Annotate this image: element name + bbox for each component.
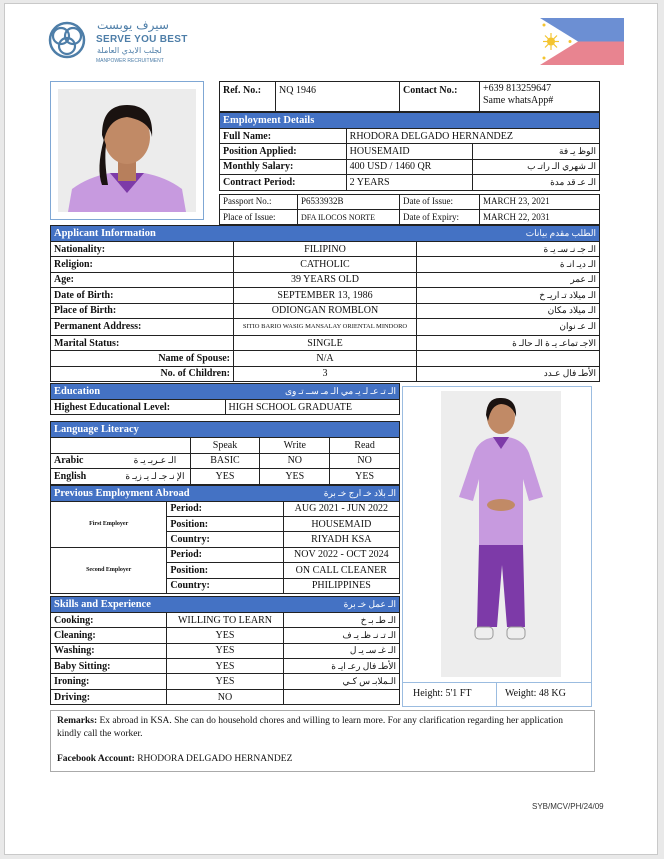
driving-label: Driving: — [51, 689, 167, 704]
first-employer-label: First Employer — [51, 501, 167, 547]
applicant-header: Applicant Information — [54, 228, 156, 239]
lang-english-speak: YES — [190, 469, 260, 484]
full-name-label: Full Name: — [220, 129, 347, 144]
logo-sub: MANPOWER RECRUITMENT — [96, 58, 164, 64]
country2-value: PHILIPPINES — [283, 578, 399, 593]
logo-knot-icon — [47, 20, 87, 60]
ref-value: NQ 1946 — [276, 82, 400, 112]
address-value: SITIO BARIO WASIG MANSALAY ORIENTAL MINDORO — [234, 318, 417, 335]
lang-english-label: English — [51, 469, 121, 484]
salary-value: 400 USD / 1460 QR — [346, 159, 473, 174]
position-label: Position Applied: — [220, 144, 347, 159]
driving-arabic — [283, 689, 399, 704]
birth-place-label: Place of Birth: — [51, 303, 234, 318]
spouse-arabic — [417, 351, 600, 366]
marital-value: SINGLE — [234, 335, 417, 350]
country1-label: Country: — [167, 532, 283, 547]
lang-arabic-read: NO — [330, 453, 400, 468]
previous-header: Previous Employment Abroad — [54, 487, 190, 499]
language-header: Language Literacy — [51, 422, 400, 438]
washing-value: YES — [167, 643, 283, 658]
age-arabic: الـ عمر — [417, 272, 600, 287]
period2-value: NOV 2022 - OCT 2024 — [283, 547, 399, 562]
issue-place-value: DFA ILOCOS NORTE — [298, 209, 400, 224]
issue-date-value: MARCH 23, 2021 — [480, 194, 600, 209]
skills-header: Skills and Experience — [54, 598, 151, 610]
remarks-text: Ex abroad in KSA. She can do household chores and willing to learn more. For any clarification regarding her application kindly call the worker. — [57, 716, 564, 739]
remarks-box — [50, 710, 595, 772]
lang-english-read: YES — [330, 469, 400, 484]
logo-arabic: سيرف يوبست — [97, 18, 169, 32]
education-value: HIGH SCHOOL GRADUATE — [225, 400, 400, 415]
children-label: No. of Children: — [51, 366, 234, 381]
document-code: SYB/MCV/PH/24/09 — [532, 802, 604, 811]
contact-number: +639 813259647 — [483, 83, 552, 94]
ironing-value: YES — [167, 674, 283, 689]
logo-name: SERVE YOU BEST — [96, 34, 188, 45]
nationality-arabic: الـ جـ نـ سـ يـ ة — [417, 242, 600, 257]
position-arabic: الوظ يـ فة — [473, 144, 600, 159]
age-label: Age: — [51, 272, 234, 287]
facebook-label: Facebook Account: — [57, 754, 135, 764]
col-write: Write — [260, 438, 330, 453]
birth-date-arabic: الـ ميلاد تـ اريـ خ — [417, 288, 600, 303]
cooking-value: WILLING TO LEARN — [167, 612, 283, 627]
company-logo — [47, 18, 227, 70]
washing-label: Washing: — [51, 643, 167, 658]
issue-date-label: Date of Issue: — [400, 194, 480, 209]
portrait-photo — [50, 81, 204, 220]
weight-label: Weight: 48 KG — [505, 688, 566, 699]
address-arabic: الـ عـ نوان — [417, 318, 600, 335]
skills-table — [50, 596, 400, 705]
religion-label: Religion: — [51, 257, 234, 272]
marital-arabic: الاجـ تماعـ يـ ة الـ حالـ ة — [417, 335, 600, 350]
contract-value: 2 YEARS — [346, 175, 473, 190]
education-table — [50, 383, 400, 415]
full-body-photo — [402, 386, 592, 707]
nationality-label: Nationality: — [51, 242, 234, 257]
lang-arabic-arabic: الـ عـربـ يـ ة — [120, 453, 190, 468]
position2-label: Position: — [167, 563, 283, 578]
remarks-label: Remarks: — [57, 716, 98, 726]
position-value: HOUSEMAID — [346, 144, 473, 159]
salary-label: Monthly Salary: — [220, 159, 347, 174]
education-label: Highest Educational Level: — [51, 400, 226, 415]
babysitting-label: Baby Sitting: — [51, 659, 167, 674]
ref-label: Ref. No.: — [220, 82, 276, 112]
previous-header-arabic: الـ بلاد خـ ارج خـ برة — [323, 487, 396, 498]
philippine-flag-icon — [540, 18, 624, 65]
position2-value: ON CALL CLEANER — [283, 563, 399, 578]
lang-arabic-label: Arabic — [51, 453, 121, 468]
washing-arabic: الـ غـ سـ يـ ل — [283, 643, 399, 658]
left-column — [50, 383, 400, 705]
period1-label: Period: — [167, 501, 283, 516]
driving-value: NO — [167, 689, 283, 704]
cooking-label: Cooking: — [51, 612, 167, 627]
height-label: Height: 5'1 FT — [403, 683, 497, 706]
birth-place-arabic: الـ ميلاد مكان — [417, 303, 600, 318]
ref-table — [219, 81, 600, 112]
ironing-label: Ironing: — [51, 674, 167, 689]
expiry-date-label: Date of Expiry: — [400, 209, 480, 224]
birth-date-value: SEPTEMBER 13, 1986 — [234, 288, 417, 303]
country2-label: Country: — [167, 578, 283, 593]
col-speak: Speak — [190, 438, 260, 453]
contact-note: Same whatsApp# — [483, 95, 554, 106]
address-label: Permanent Address: — [51, 318, 234, 335]
skills-header-arabic: الـ عمل خـ برة — [343, 598, 396, 609]
religion-value: CATHOLIC — [234, 257, 417, 272]
facebook-value: RHODORA DELGADO HERNANDEZ — [137, 754, 293, 764]
cooking-arabic: الـ طـ بـ خ — [283, 612, 399, 627]
applicant-information — [50, 225, 600, 382]
col-read: Read — [330, 438, 400, 453]
age-value: 39 YEARS OLD — [234, 272, 417, 287]
cleaning-value: YES — [167, 628, 283, 643]
employment-header: Employment Details — [220, 113, 600, 129]
employment-details — [219, 112, 600, 225]
logo-arabic-sub: لجلب الايدي العاملة — [97, 46, 162, 55]
birth-date-label: Date of Birth: — [51, 288, 234, 303]
country1-value: RIYADH KSA — [283, 532, 399, 547]
education-header-arabic: الـ تـ عـ لـ يـ مي الـ مـ ســ تـ وى — [284, 386, 396, 396]
lang-english-arabic: الإ نـ جـ لـ يـ زيـ ة — [120, 469, 190, 484]
period2-label: Period: — [167, 547, 283, 562]
religion-arabic: الـ ديـ انـ ة — [417, 257, 600, 272]
salary-arabic: الـ شهري الـ راتـ ب — [473, 159, 600, 174]
spouse-label: Name of Spouse: — [51, 351, 234, 366]
full-name-value: RHODORA DELGADO HERNANDEZ — [346, 129, 599, 144]
passport-no-label: Passport No.: — [220, 194, 298, 209]
marital-label: Marital Status: — [51, 335, 234, 350]
babysitting-arabic: الأطـ فال رعـ ايـ ة — [283, 659, 399, 674]
babysitting-value: YES — [167, 659, 283, 674]
contract-arabic: الـ عـ قد مدة — [473, 175, 600, 190]
contact-label: Contact No.: — [400, 82, 480, 112]
language-table — [50, 421, 400, 484]
position1-value: HOUSEMAID — [283, 516, 399, 531]
children-value: 3 — [234, 366, 417, 381]
previous-employment-table — [50, 485, 400, 594]
period1-value: AUG 2021 - JUN 2022 — [283, 501, 399, 516]
issue-place-label: Place of Issue: — [220, 209, 298, 224]
cv-page — [4, 3, 658, 855]
lang-arabic-speak: BASIC — [190, 453, 260, 468]
contract-label: Contract Period: — [220, 175, 347, 190]
birth-place-value: ODIONGAN ROMBLON — [234, 303, 417, 318]
spouse-value: N/A — [234, 351, 417, 366]
education-header: Education — [54, 386, 101, 397]
ironing-arabic: الـملابـ س كـي — [283, 674, 399, 689]
lang-english-write: YES — [260, 469, 330, 484]
applicant-header-arabic: الطلب مقدم بيانات — [525, 228, 596, 238]
position1-label: Position: — [167, 516, 283, 531]
passport-no-value: P6533932B — [298, 194, 400, 209]
nationality-value: FILIPINO — [234, 242, 417, 257]
cleaning-arabic: الـ تـ نـ ظـ يـ ف — [283, 628, 399, 643]
second-employer-label: Second Employer — [51, 547, 167, 593]
children-arabic: الأطـ فال عـدد — [417, 366, 600, 381]
cleaning-label: Cleaning: — [51, 628, 167, 643]
lang-arabic-write: NO — [260, 453, 330, 468]
expiry-date-value: MARCH 22, 2031 — [480, 209, 600, 224]
